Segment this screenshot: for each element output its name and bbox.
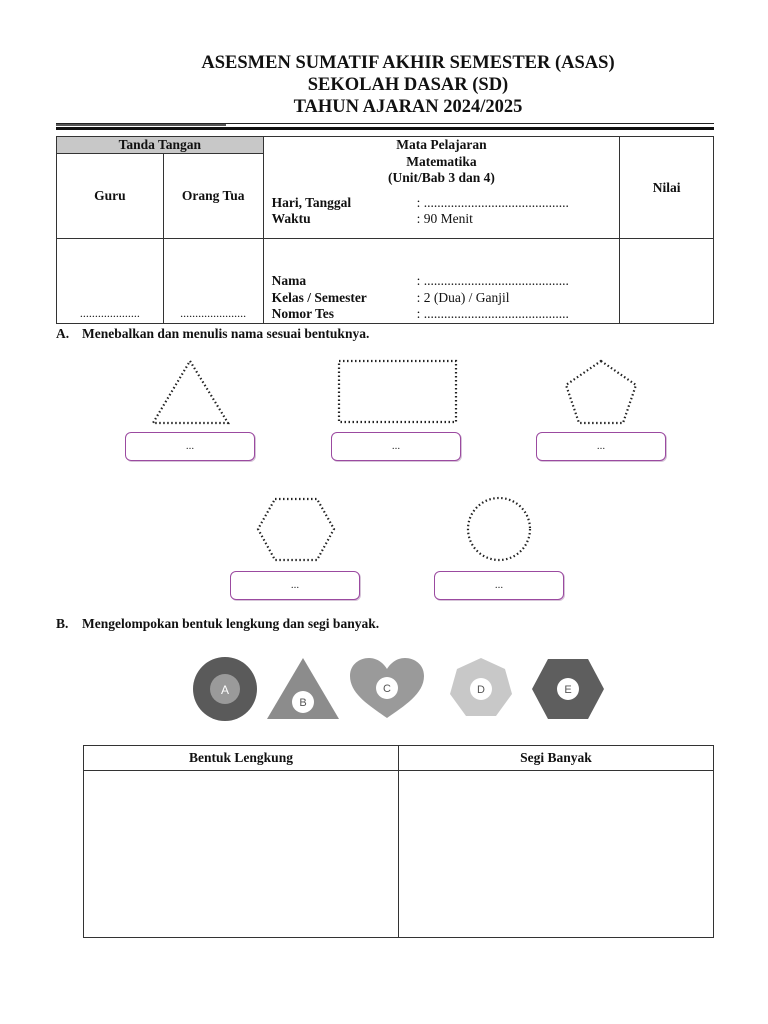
shape-card-c[interactable]	[350, 658, 424, 718]
shape-label-d: D	[477, 684, 485, 696]
answer-field-pentagon[interactable]: ...	[536, 432, 666, 461]
header-rule-thick	[56, 127, 714, 130]
field-value: : 2 (Dua) / Ganjil	[416, 289, 510, 305]
identity-table	[56, 136, 714, 324]
title-line-1: ASESMEN SUMATIF AKHIR SEMESTER (ASAS)	[201, 53, 615, 73]
guru-dots: ....................	[79, 305, 140, 320]
header-segi-banyak: Segi Banyak	[399, 746, 714, 771]
header-bentuk-lengkung: Bentuk Lengkung	[84, 746, 399, 771]
field-value[interactable]: : ...........................................	[416, 273, 569, 288]
dotted-circle[interactable]	[463, 494, 535, 564]
shape-label-c: C	[383, 683, 391, 695]
section-b-letter: B.	[56, 616, 69, 631]
field-value: : 90 Menit	[416, 211, 473, 226]
title-line-3: TAHUN AJARAN 2024/2025	[293, 97, 523, 117]
subject-cell	[263, 137, 620, 239]
field-value[interactable]: : ...........................................	[416, 306, 569, 321]
answer-field-circle[interactable]: ...	[434, 571, 564, 600]
nilai-label: Nilai	[620, 137, 714, 239]
subject-label: Mata Pelajaran	[396, 137, 487, 152]
field-key: Kelas / Semester	[271, 289, 367, 305]
answer-field-rectangle[interactable]: ...	[331, 432, 461, 461]
shape-cards-row	[192, 656, 612, 722]
bentuk-lengkung-answer-cell[interactable]	[84, 771, 399, 938]
title-line-2: SEKOLAH DASAR (SD)	[307, 75, 509, 95]
field-value[interactable]: : ...........................................	[416, 194, 569, 210]
dotted-rectangle[interactable]	[336, 358, 460, 426]
dotted-triangle[interactable]	[150, 358, 232, 426]
section-b-heading	[56, 616, 379, 632]
field-key: Hari, Tanggal	[271, 194, 352, 210]
orang-tua-label: Orang Tua	[163, 154, 263, 239]
subject-value: Matematika	[406, 153, 477, 169]
field-key: Nama	[271, 273, 307, 288]
unit-value: (Unit/Bab 3 dan 4)	[387, 170, 495, 185]
student-cell	[263, 239, 620, 324]
shape-card-b[interactable]	[267, 658, 339, 719]
shape-card-e[interactable]	[532, 659, 604, 719]
answer-field-triangle[interactable]: ...	[125, 432, 255, 461]
field-row	[272, 306, 612, 323]
field-key: Nomor Tes	[271, 306, 334, 321]
answer-field-hexagon[interactable]: ...	[230, 571, 360, 600]
orang-tua-signature-field[interactable]	[163, 239, 263, 324]
orang-tua-dots: ......................	[180, 305, 247, 320]
section-a-heading	[56, 326, 369, 342]
dotted-hexagon[interactable]	[255, 496, 337, 564]
shape-card-a[interactable]	[193, 657, 257, 721]
shape-label-b: B	[299, 697, 307, 709]
guru-signature-field[interactable]	[57, 239, 164, 324]
segi-banyak-answer-cell[interactable]	[399, 771, 714, 938]
document-title	[0, 52, 768, 118]
field-row	[272, 290, 612, 307]
signature-header: Tanda Tangan	[57, 137, 264, 154]
grouping-table	[83, 745, 714, 938]
guru-label: Guru	[57, 154, 164, 239]
section-a-instruction: Menebalkan dan menulis nama sesuai bentuknya.	[82, 326, 370, 341]
shape-label-e: E	[564, 684, 572, 696]
section-b-instruction: Mengelompokan bentuk lengkung dan segi banyak.	[82, 616, 380, 631]
field-row	[272, 195, 612, 212]
dotted-pentagon[interactable]	[563, 358, 639, 426]
header-rule-accent	[56, 124, 226, 126]
field-key: Waktu	[271, 211, 311, 226]
section-a-letter: A.	[56, 326, 70, 341]
field-row	[272, 211, 612, 228]
shape-label-a: A	[220, 683, 230, 697]
shape-card-d[interactable]	[450, 658, 512, 716]
field-row	[272, 273, 612, 290]
nilai-value-cell[interactable]	[620, 239, 714, 324]
